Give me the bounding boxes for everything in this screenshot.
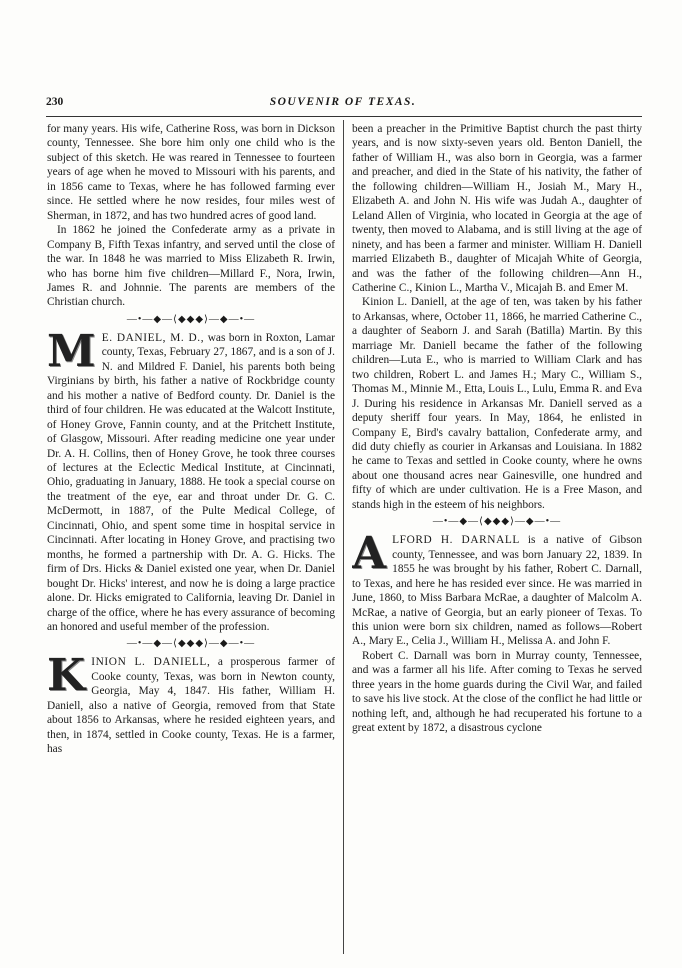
paragraph: Kinion L. Daniell, at the age of ten, was taken by his father to Arkansas, where, October 11, 1866, he married Catherine C., a daughter of Seaborn J. and Sarah (Batilla) Martin. By this marriage Mr. Daniell became the father of the following children—Luta E., who is married to William Clark and has two children, Robert L. and James H.; Mary C., William S., Thomas M., Minnie M., Etta, Louis L., Lulu, Emma R. and Eva J. During his residence in Arkansas Mr. Daniell served as a deputy sheriff four years. In May, 1864, he enlisted in Company E, Bird's cavalry battalion, Confederate army, and did duty chiefly as courier in Arkansas and Louisiana. In 1882 he came to Texas and settled in Cooke county, where he owns about one thousand acres near Gainesville, one hundred and fifty of which are under cultivation. He is a Free Mason, and stands high in the esteem of his neighbors. <box>352 296 642 511</box>
paragraph: In 1862 he joined the Confederate army as a private in Company B, Fifth Texas infantry, and served until the close of the war. In 1848 he was married to Miss Elizabeth R. Irwin, who has borne him five children—Millard F., Nora, Irwin, James R. and Johnnie. The parents are members of the Christian church. <box>47 224 335 309</box>
biography-kinion <box>47 650 335 756</box>
biography-name: E. DANIEL, M. D., <box>101 331 205 344</box>
paragraph: Robert C. Darnall was born in Murray county, Tennessee, and was a farmer all his life. After coming to Texas he served three years in the home guards during the Civil War, and failed to save his live stock. At the close of the conflict he had little or nothing left, and, although he had recuperated his fortune to a great extent by 1872, a disastrous cyclone <box>352 649 642 735</box>
right-column <box>352 122 642 952</box>
biography-darnall <box>352 528 642 649</box>
running-title: SOUVENIR OF TEXAS. <box>269 96 417 108</box>
left-column <box>47 122 335 952</box>
paragraph: for many years. His wife, Catherine Ross, was born in Dickson county, Tennessee. She bore him only one child who is the subject of this sketch. He was reared in Tennessee to fourteen years of age when he moved to Missouri with his parents, and in 1856 came to Texas, where he has followed farming ever since. He settled where he now resides, four miles west of Sherman, in 1872, and has two hundred acres of good land. <box>47 123 335 222</box>
header-rule <box>46 116 642 117</box>
biography-name: INION L. DANIELL, <box>91 656 211 669</box>
section-ornament: —•—◆—⟨◆◆◆⟩—◆—•— <box>126 638 256 650</box>
drop-cap: M <box>47 325 96 377</box>
biography-name: LFORD H. DARNALL <box>392 534 520 547</box>
page-header <box>46 96 640 112</box>
paragraph: been a preacher in the Primitive Baptist church the past thirty years, and is now sixty-seven years old. Benton Daniell, the father of William H., was also born in Georgia, was a farmer and preacher, and died in the State of his nativity, the father of the following children—William H., Josiah M., Mary H., Elizabeth A. and John N. His wife was Judah A., daughter of Leland Allen of Virginia, who located in Georgia at the age of twenty, then moved to Alabama, and is still living at the age of ninety, and has been a farmer and minister. William H. Daniell married Elizabeth B., daughter of Micajah White of Georgia, and was the father of the following children—Ann H., Catherine C., Kinion L., Martha V., Micajah B. and Emer M. <box>352 123 642 294</box>
column-divider <box>343 120 344 954</box>
page-number: 230 <box>46 96 64 108</box>
drop-cap: K <box>47 650 86 702</box>
biography-text: was born in Roxton, Lamar county, Texas, February 27, 1867, and is a son of J. N. and Mildred F. Daniel, his parents both being Virginians by birth, his father a native of Rockbridge county and his mother a native of Bedford county. Dr. Daniel is the third of four children. He was educated at the Walcott Institute, of Honey Grove, Fannin county, and at the Pritchett Institute, of Glasgow, Missouri. After reading medicine one year under Dr. A. H. Collins, then of Honey Grove, he took three courses of lectures at the Eclectic Medical Institute, at Cincinnati, Ohio, graduating in January, 1888. He took a special course on the treatment of the eye, ear and throat under Dr. G. C. McDermott, in 1887, of the Pulte Medical College, of Cincinnati, Ohio, and spent some time in hospital service in Cincinnati. After locating in Honey Grove, and practising two months, he formed a partnership with Dr. A. G. Hicks. The firm of Drs. Hicks & Daniel existed one year, when Dr. Daniel bought Dr. Hicks' interest, and now he is doing a large practice alone. Dr. Hicks emigrated to California, leaving Dr. Daniel in charge of the office, where he has every assurance of becoming an honored and useful member of the profession. <box>47 331 335 633</box>
biography-text: is a native of Gibson county, Tennessee, and was born January 22, 1839. In 1855 he was brought by his father, Robert C. Darnall, to Texas, and here he has resided ever since. He was married in June, 1860, to Miss Barbara McRae, a daughter of Malcolm A. McRae, a native of Georgia, but an early pioneer of Texas. To this union were born six children, named as follows—Robert A., Mary E., Celia J., William H., Melissa A. and John F. <box>352 534 642 648</box>
drop-cap: A <box>352 528 387 580</box>
section-ornament: —•—◆—⟨◆◆◆⟩—◆—•— <box>126 313 256 325</box>
section-ornament: —•—◆—⟨◆◆◆⟩—◆—•— <box>432 516 562 528</box>
biography-text: a prosperous farmer of Cooke county, Texas, was born in Newton county, Georgia, May 4, 1847. His father, William H. Daniell, also a native of Georgia, removed from that State about 1856 to Arkansas, where he resided eighteen years, and then, in 1874, settled in Cooke county, Texas. He is a farmer, has <box>47 656 335 756</box>
biography-daniel <box>47 325 335 635</box>
